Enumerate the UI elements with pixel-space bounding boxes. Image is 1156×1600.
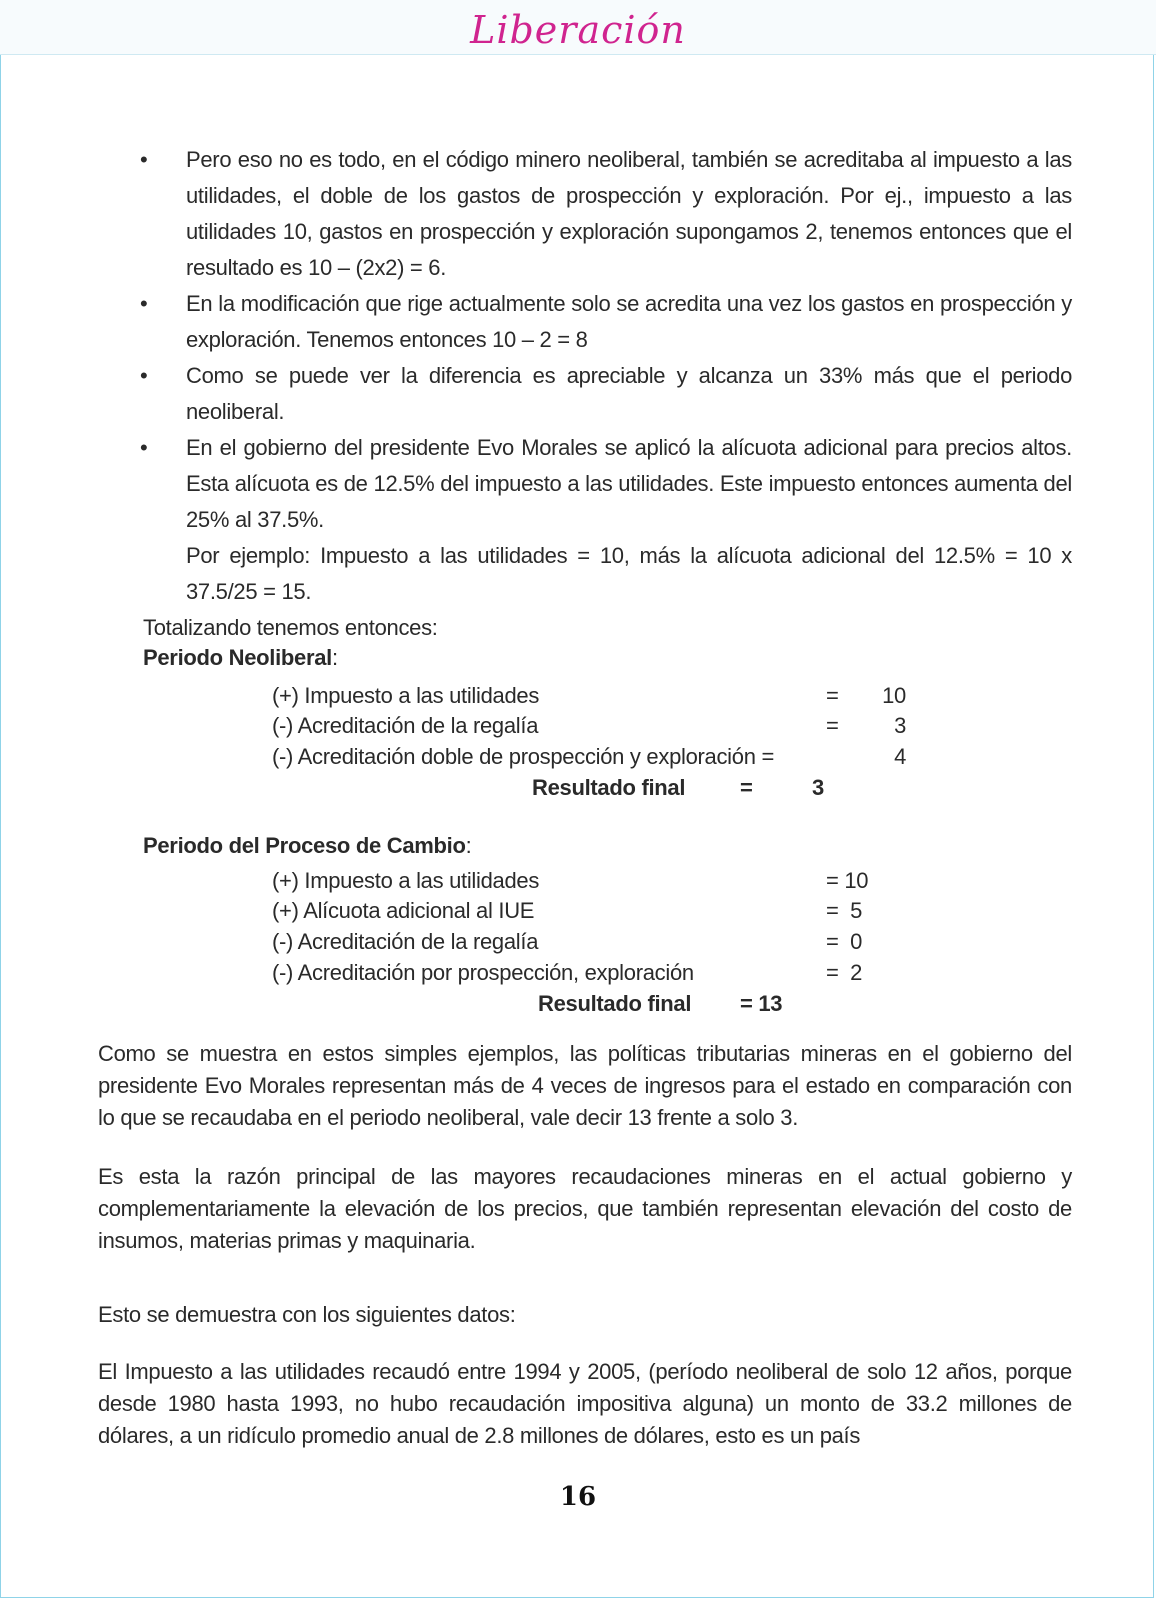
result-value: 3 — [812, 775, 824, 800]
section-title-colon: : — [465, 833, 472, 858]
section-title-cambio — [143, 828, 471, 864]
section-title-text: Periodo del Proceso de Cambio — [143, 833, 466, 858]
calc-eq: = — [826, 683, 839, 708]
section-title-neoliberal — [143, 640, 338, 676]
calc-eq: = 5 — [826, 898, 863, 923]
calc-value: 10 — [882, 683, 906, 708]
paragraph: Esto se demuestra con los siguientes datos: — [98, 1302, 516, 1327]
section-title-colon: : — [331, 645, 338, 670]
calc-label: (-) Acreditación de la regalía — [272, 713, 539, 738]
intro-line: Totalizando tenemos entonces: — [143, 615, 438, 640]
paragraph: Como se muestra en estos simples ejemplos, las políticas tributarias mineras en el gobierno del presidente Evo Morales representan más de 4 veces de ingresos para el estado en comparación con lo que se recaudaba en el periodo neoliberal, vale decir 13 frente a solo 3. — [98, 1041, 1072, 1130]
calc-value: 3 — [894, 713, 906, 738]
bullet-item: • Como se puede ver la diferencia es apreciable y alcanza un 33% más que el periodo neoliberal. — [140, 358, 1072, 430]
page-number: 16 — [559, 1482, 597, 1512]
header-title: Liberación — [470, 8, 686, 52]
calc-value: 4 — [894, 744, 906, 769]
paragraph: El Impuesto a las utilidades recaudó entre 1994 y 2005, (período neoliberal de solo 12 años, porque desde 1980 hasta 1993, no hubo recaudación impositiva alguna) un monto de 33.2 millones de dólares, a un ridículo promedio anual de 2.8 millones de dólares, esto es un país — [98, 1359, 1072, 1448]
calc-label: (-) Acreditación por prospección, exploración — [272, 960, 694, 985]
bullet-continuation: Por ejemplo: Impuesto a las utilidades = 10, más la alícuota adicional del 12.5% = 10 x 37.5/25 = 15. — [186, 543, 1072, 604]
calc-label: (+) Impuesto a las utilidades — [272, 868, 540, 893]
result-eq: = — [740, 775, 753, 800]
paragraph: Es esta la razón principal de las mayores recaudaciones mineras en el actual gobierno y complementariamente la elevación de los precios, que también representan elevación del costo de insumos, materias primas y maquinaria. — [98, 1164, 1072, 1253]
bullet-item: • En la modificación que rige actualmente solo se acredita una vez los gastos en prospección y exploración. Tenemos entonces 10 – 2 = 8 — [140, 286, 1072, 358]
bullet-list — [140, 142, 1072, 610]
result-label: Resultado final — [532, 775, 686, 800]
calc-eq: = — [826, 713, 839, 738]
section-title-text: Periodo Neoliberal — [143, 645, 332, 670]
calc-label: (-) Acreditación de la regalía — [272, 929, 539, 954]
calc-label: (-) Acreditación doble de prospección y exploración = — [272, 744, 775, 769]
result-eq: = 13 — [740, 991, 783, 1016]
calc-label: (+) Impuesto a las utilidades — [272, 683, 540, 708]
calc-eq: = 10 — [826, 868, 869, 893]
result-label: Resultado final — [538, 991, 692, 1016]
bullet-item: • En el gobierno del presidente Evo Morales se aplicó la alícuota adicional para precios altos. Esta alícuota es de 12.5% del impuesto a las utilidades. Este impuesto entonces aumenta del 25% al 37.5%. — [140, 430, 1072, 538]
calc-label: (+) Alícuota adicional al IUE — [272, 898, 535, 923]
bullet-item: • Pero eso no es todo, en el código minero neoliberal, también se acreditaba al impuesto a las utilidades, el doble de los gastos de prospección y exploración. Por ej., impuesto a las utilidades 10, gastos en prospección y exploración supongamos 2, tenemos entonces que el resultado es 10 – (2x2) = 6. — [140, 142, 1072, 286]
calc-eq: = 0 — [826, 929, 863, 954]
calc-eq: = 2 — [826, 960, 863, 985]
